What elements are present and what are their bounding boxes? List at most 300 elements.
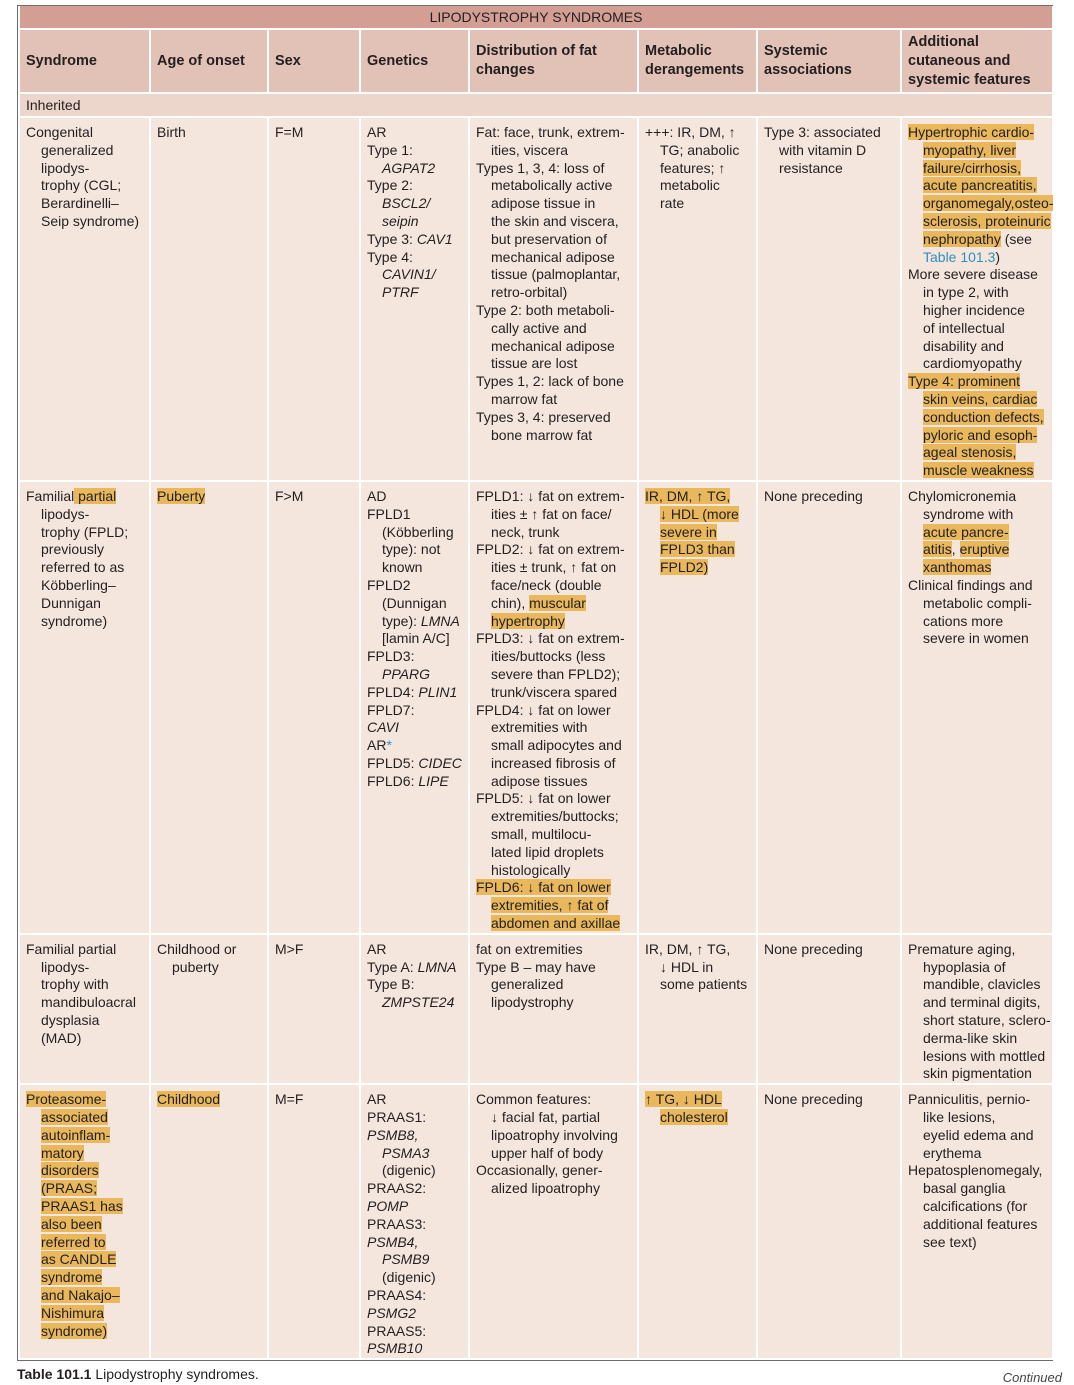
table-row	[19, 117, 1053, 481]
text-line	[157, 488, 261, 506]
text-line: derma-like skin	[923, 1029, 1018, 1046]
text-line: generalized	[491, 976, 564, 993]
text-line	[645, 1109, 750, 1127]
highlighted-text: skin veins, cardiac	[923, 390, 1038, 407]
text-segment: )	[995, 248, 1001, 265]
gene-name: CAVI	[367, 719, 399, 736]
text-segment: FPLD6:	[367, 772, 419, 789]
text-line: Types 1, 3, 4: loss of	[476, 159, 605, 176]
text-segment: FPLD4:	[367, 683, 419, 700]
text-line	[26, 1216, 143, 1234]
text-line: features; ↑	[660, 159, 726, 176]
text-line: FPLD4: ↓ fat on lower	[476, 701, 611, 718]
text-line: extremities/buttocks;	[491, 808, 619, 825]
text-line	[908, 231, 1046, 249]
text-line: metabolically active	[491, 177, 613, 194]
text-line	[476, 897, 631, 915]
text-line	[908, 462, 1046, 480]
text-line: M=F	[275, 1091, 304, 1108]
highlighted-text: also been	[41, 1215, 102, 1232]
text-line: mechanical adipose	[491, 248, 615, 265]
table-row	[19, 481, 1053, 934]
text-line	[367, 266, 462, 284]
text-line: Clinical findings and	[908, 576, 1033, 593]
column-header-additional-features: Additional cutaneous and systemic features	[901, 29, 1053, 93]
text-line: F=M	[275, 124, 304, 140]
text-line	[26, 1198, 143, 1216]
text-line	[908, 195, 1054, 213]
text-line	[367, 1145, 462, 1163]
text-line: additional features	[923, 1215, 1038, 1232]
text-line	[645, 524, 750, 542]
text-line: (digenic)	[382, 1162, 436, 1179]
text-line	[26, 1145, 143, 1163]
lipodystrophy-table	[17, 5, 1053, 1361]
highlighted-text: nephropathy	[923, 230, 1001, 247]
text-line	[367, 1305, 462, 1323]
text-line: PRAAS3:	[367, 1215, 427, 1232]
text-line: lesions with mottled	[923, 1047, 1046, 1064]
gene-name: PSMG2	[367, 1304, 417, 1321]
cell-systemic	[757, 481, 901, 934]
cell-additional-features	[901, 1084, 1053, 1359]
text-line: small, multilocu-	[491, 826, 592, 843]
text-line: AR	[367, 124, 387, 140]
text-segment: type):	[382, 612, 421, 629]
text-line	[908, 249, 1046, 267]
text-line	[367, 684, 462, 702]
gene-name: LIPE	[418, 772, 449, 789]
text-line: AD	[367, 487, 387, 504]
text-line: lipodys-	[41, 505, 90, 522]
column-header-syndrome: Syndrome	[19, 29, 150, 93]
text-line	[367, 284, 462, 302]
column-header-age-of-onset: Age of onset	[150, 29, 268, 93]
text-line: Familial partial	[26, 940, 117, 957]
gene-name: BSCL2/	[382, 195, 431, 212]
cell-age-of-onset	[150, 481, 268, 934]
text-line	[645, 506, 750, 524]
text-line	[26, 1127, 143, 1145]
text-line: AR	[367, 1091, 387, 1108]
highlighted-text: Type 4: prominent	[908, 373, 1021, 390]
text-line: syndrome with	[923, 505, 1014, 522]
cell-metabolic	[638, 934, 757, 1084]
cell-age-of-onset	[150, 117, 268, 481]
text-line: of intellectual	[923, 319, 1005, 336]
text-line: extremities with	[491, 719, 588, 736]
highlighted-text: disorders	[41, 1162, 99, 1179]
text-line: More severe disease	[908, 266, 1038, 283]
table-row	[19, 934, 1053, 1084]
text-line: Occasionally, gener-	[476, 1162, 603, 1179]
text-line: face/neck (double	[491, 576, 602, 593]
text-line: Type B:	[367, 976, 415, 993]
text-line: higher incidence	[923, 301, 1025, 318]
text-segment: Type 3:	[367, 230, 417, 247]
gene-name: CAV1	[416, 230, 453, 247]
highlighted-text: ↑ TG, ↓ HDL	[645, 1091, 722, 1108]
text-line: ↓ HDL in	[660, 958, 714, 975]
text-line: previously	[41, 541, 105, 558]
highlighted-text: abdomen and axillae	[491, 915, 621, 932]
column-header-distribution: Distribution of fat changes	[469, 29, 638, 93]
cell-metabolic	[638, 1084, 757, 1359]
text-line: ities ± trunk, ↑ fat on	[491, 559, 617, 576]
highlighted-text: Puberty	[157, 487, 206, 504]
text-line	[367, 719, 462, 737]
column-header-genetics: Genetics	[360, 29, 469, 93]
highlighted-text: matory	[41, 1144, 84, 1161]
text-line: None preceding	[764, 487, 863, 504]
text-line: basal ganglia	[923, 1180, 1006, 1197]
text-line	[367, 755, 462, 773]
highlighted-text: FPLD2)	[660, 559, 709, 576]
text-line: the skin and viscera,	[491, 212, 619, 229]
text-line	[908, 391, 1046, 409]
highlighted-text: eruptive	[959, 541, 1010, 558]
text-line: severe in women	[923, 630, 1029, 647]
text-line: resistance	[779, 159, 843, 176]
text-line: Type 4:	[367, 248, 413, 265]
text-line	[367, 994, 462, 1012]
text-line: M>F	[275, 940, 304, 957]
text-line	[908, 541, 1046, 559]
text-line: PRAAS2:	[367, 1180, 427, 1197]
cell-metabolic	[638, 117, 757, 481]
text-line	[367, 213, 462, 231]
cell-sex	[268, 934, 360, 1084]
text-line: FPLD3:	[367, 648, 415, 665]
highlighted-text: FPLD6: ↓ fat on lower	[476, 879, 611, 896]
text-line	[367, 666, 462, 684]
cell-systemic	[757, 1084, 901, 1359]
reference-link[interactable]: *	[386, 737, 392, 754]
highlighted-text: associated	[41, 1109, 108, 1126]
highlighted-text: cholesterol	[660, 1109, 728, 1126]
table-row	[19, 1084, 1053, 1359]
text-line: and terminal digits,	[923, 994, 1041, 1011]
text-line: in type 2, with	[923, 284, 1009, 301]
highlighted-text: xanthomas	[923, 559, 992, 576]
text-line: cally active and	[491, 319, 587, 336]
text-line: FPLD5: ↓ fat on lower	[476, 790, 611, 807]
highlighted-text: Proteasome-	[26, 1091, 107, 1108]
text-line: FPLD1: ↓ fat on extrem-	[476, 487, 625, 504]
column-header-systemic: Systemic associations	[757, 29, 901, 93]
text-line: Premature aging,	[908, 940, 1016, 957]
reference-link[interactable]: Table 101.3	[923, 248, 996, 265]
text-line: Hepatosplenomegaly,	[908, 1162, 1043, 1179]
text-line	[26, 1091, 143, 1109]
text-line: Type 2: both metaboli-	[476, 301, 615, 318]
text-line: referred to as	[41, 559, 125, 576]
text-line: puberty	[172, 958, 219, 975]
cell-genetics	[360, 481, 469, 934]
gene-name: AGPAT2	[382, 159, 436, 176]
section-heading-inherited: Inherited	[19, 93, 1053, 117]
text-line	[26, 1234, 143, 1252]
text-line: but preservation of	[491, 230, 607, 247]
text-line: AR	[367, 940, 387, 957]
text-line	[26, 488, 143, 506]
text-line: Type 2:	[367, 177, 413, 194]
highlighted-text: PRAAS1 has	[41, 1198, 123, 1215]
text-line	[908, 373, 1046, 391]
cell-distribution	[469, 934, 638, 1084]
text-line: generalized	[41, 141, 114, 158]
text-line	[367, 231, 462, 249]
text-line: mandible, clavicles	[923, 976, 1041, 993]
highlighted-text: atitis	[923, 541, 952, 558]
text-line: +++: IR, DM, ↑	[645, 124, 736, 140]
column-header-metabolic: Metabolic derangements	[638, 29, 757, 93]
text-line	[476, 915, 631, 933]
text-line	[645, 488, 750, 506]
text-line: hypoplasia of	[923, 958, 1006, 975]
text-line: mandibuloacral	[41, 994, 136, 1011]
highlighted-text: syndrome	[41, 1269, 103, 1286]
text-line: FPLD7:	[367, 701, 415, 718]
gene-name: POMP	[367, 1198, 409, 1215]
gene-name: PSMB4,	[367, 1233, 419, 1250]
text-line: (Dunnigan	[382, 594, 447, 611]
cell-additional-features	[901, 481, 1053, 934]
text-line: small adipocytes and	[491, 737, 622, 754]
text-line	[476, 879, 631, 897]
text-line: rate	[660, 195, 685, 212]
text-line: None preceding	[764, 940, 863, 957]
highlighted-text: and Nakajo–	[41, 1287, 120, 1303]
text-line: Childhood or	[157, 940, 237, 957]
highlighted-text: severe in	[660, 523, 717, 540]
text-line: dysplasia	[41, 1012, 100, 1029]
text-line: Dunnigan	[41, 594, 101, 611]
text-line: trunk/viscera spared	[491, 683, 618, 700]
cell-distribution	[469, 481, 638, 934]
text-line	[908, 142, 1046, 160]
highlighted-text: acute pancre-	[923, 523, 1009, 540]
text-line: PRAAS5:	[367, 1322, 427, 1339]
highlighted-text: autoinflam-	[41, 1126, 111, 1143]
highlighted-text: failure/cirrhosis,	[923, 159, 1022, 176]
text-line	[908, 160, 1046, 178]
text-segment: (see	[1000, 230, 1032, 247]
text-line: metabolic	[660, 177, 720, 194]
text-line: trophy with	[41, 976, 109, 993]
text-line: Seip syndrome)	[41, 212, 140, 229]
text-line: calcifications (for	[923, 1198, 1028, 1215]
text-line: tissue are lost	[491, 355, 578, 372]
text-line: (digenic)	[382, 1269, 436, 1286]
continued-label: Continued	[1002, 1370, 1062, 1385]
text-line: with vitamin D	[779, 141, 867, 158]
text-line: ↓ facial fat, partial	[491, 1109, 600, 1126]
text-segment: FPLD5:	[367, 754, 419, 771]
text-line: lipodys-	[41, 958, 90, 975]
highlighted-text: ageal stenosis,	[923, 444, 1017, 461]
text-line: metabolic compli-	[923, 594, 1032, 611]
text-line	[645, 541, 750, 559]
text-line: upper half of body	[491, 1144, 604, 1161]
text-line	[367, 1340, 462, 1358]
text-line: lated lipid droplets	[491, 843, 604, 860]
text-line: None preceding	[764, 1091, 863, 1108]
cell-genetics	[360, 117, 469, 481]
text-line: Congenital	[26, 124, 93, 140]
column-header-sex: Sex	[268, 29, 360, 93]
cell-distribution	[469, 117, 638, 481]
text-line: FPLD2	[367, 576, 411, 593]
text-line: eyelid edema and	[923, 1126, 1034, 1143]
text-line: (Köbberling	[382, 523, 454, 540]
cell-sex	[268, 117, 360, 481]
text-line	[645, 559, 750, 577]
text-line: known	[382, 559, 423, 576]
highlighted-text: syndrome)	[41, 1322, 108, 1339]
text-line: fat on extremities	[476, 940, 583, 957]
gene-name: ZMPSTE24	[382, 994, 455, 1011]
gene-name: PLIN1	[418, 683, 458, 700]
text-line	[26, 1109, 143, 1127]
gene-name: LMNA	[417, 958, 457, 975]
text-line: (MAD)	[41, 1029, 82, 1046]
text-line: some patients	[660, 976, 748, 993]
highlighted-text: Hypertrophic cardio-	[908, 124, 1035, 140]
text-line: adipose tissue in	[491, 195, 596, 212]
text-line: Common features:	[476, 1091, 592, 1108]
cell-genetics	[360, 1084, 469, 1359]
text-line: retro-orbital)	[491, 284, 568, 301]
cell-additional-features	[901, 934, 1053, 1084]
text-line: like lesions,	[923, 1109, 996, 1126]
text-line: syndrome)	[41, 612, 108, 629]
gene-name: PSMA3	[382, 1144, 430, 1161]
caption-label: Table 101.1	[17, 1366, 92, 1382]
text-line	[26, 1323, 143, 1341]
highlighted-text: FPLD3 than	[660, 541, 735, 558]
text-line	[908, 212, 1051, 231]
text-line	[26, 1251, 143, 1269]
text-line: neck, trunk	[491, 523, 560, 540]
text-line: lipodystrophy	[491, 994, 574, 1011]
cell-systemic	[757, 117, 901, 481]
text-line	[367, 1127, 462, 1145]
text-line	[367, 160, 462, 178]
text-line: Type 3: associated	[764, 124, 881, 140]
highlighted-text: Nishimura	[41, 1304, 105, 1321]
text-line: Fat: face, trunk, extrem-	[476, 124, 625, 140]
highlighted-text: muscle weakness	[923, 462, 1034, 479]
text-line	[157, 1091, 261, 1109]
text-line: Berardinelli–	[41, 195, 119, 212]
gene-name: PSMB10	[367, 1340, 423, 1357]
highlighted-text: muscular	[529, 594, 586, 611]
highlighted-text: acute pancreatitis,	[923, 177, 1037, 194]
text-line	[476, 595, 631, 613]
gene-name: CAVIN1/	[382, 266, 436, 283]
text-line	[908, 524, 1046, 542]
text-segment: Familial	[26, 487, 75, 504]
text-line: FPLD3: ↓ fat on extrem-	[476, 630, 625, 647]
text-line: IR, DM, ↑ TG,	[645, 940, 731, 957]
text-line: Type 1:	[367, 141, 413, 158]
text-line	[26, 1305, 143, 1323]
table-title: LIPODYSTROPHY SYNDROMES	[19, 6, 1053, 29]
highlighted-text: ↓ HDL (more	[660, 505, 739, 522]
text-line	[908, 427, 1046, 445]
cell-syndrome	[19, 1084, 150, 1359]
text-line: TG; anabolic	[660, 141, 740, 158]
highlighted-text: Childhood	[157, 1091, 221, 1108]
text-line	[367, 773, 462, 791]
text-line: marrow fat	[491, 390, 558, 407]
text-line: erythema	[923, 1144, 982, 1161]
gene-name: PSMB9	[382, 1251, 430, 1268]
gene-name: PPARG	[382, 665, 430, 682]
text-segment: Type A:	[367, 958, 418, 975]
cell-metabolic	[638, 481, 757, 934]
cell-age-of-onset	[150, 934, 268, 1084]
text-line: disability and	[923, 337, 1004, 354]
text-line: tissue (palmoplantar,	[491, 266, 621, 283]
text-line	[908, 444, 1046, 462]
cell-sex	[268, 481, 360, 934]
text-line: increased fibrosis of	[491, 754, 616, 771]
highlighted-text: sclerosis, proteinuric	[923, 212, 1051, 229]
text-line: Types 3, 4: preserved	[476, 408, 611, 425]
highlighted-text: pyloric and esoph-	[923, 426, 1038, 443]
text-line	[908, 409, 1046, 427]
cell-syndrome	[19, 117, 150, 481]
gene-name: CIDEC	[418, 754, 462, 771]
highlighted-text: referred to	[41, 1233, 106, 1250]
text-line: cations more	[923, 612, 1004, 629]
text-line: ities/buttocks (less	[491, 648, 606, 665]
text-line: FPLD1	[367, 505, 411, 522]
text-line: PRAAS1:	[367, 1109, 427, 1126]
text-line: histologically	[491, 861, 571, 878]
cell-systemic	[757, 934, 901, 1084]
text-line: severe than FPLD2);	[491, 665, 621, 682]
gene-name: seipin	[382, 212, 419, 229]
text-line	[908, 559, 1046, 577]
text-line	[26, 1162, 143, 1180]
text-line	[367, 1234, 462, 1252]
text-line	[645, 1091, 750, 1109]
text-line	[26, 1180, 143, 1198]
cell-distribution	[469, 1084, 638, 1359]
text-line	[908, 177, 1046, 195]
text-line: lipodys-	[41, 159, 90, 176]
text-line: short stature, sclero-	[923, 1012, 1051, 1029]
cell-sex	[268, 1084, 360, 1359]
highlighted-text: (PRAAS;	[41, 1180, 98, 1197]
highlighted-text: organomegaly,osteo-	[923, 195, 1054, 212]
text-line: bone marrow fat	[491, 426, 593, 443]
highlighted-text: as CANDLE	[41, 1251, 117, 1268]
text-line	[367, 613, 462, 631]
text-line: Birth	[157, 124, 186, 140]
text-line: trophy (CGL;	[41, 177, 122, 194]
text-line	[367, 959, 462, 977]
text-line	[367, 737, 462, 755]
highlighted-text: extremities, ↑ fat of	[491, 897, 609, 914]
text-line	[26, 1269, 143, 1287]
cell-syndrome	[19, 934, 150, 1084]
highlighted-text: conduction defects,	[923, 408, 1044, 425]
caption-text: Lipodystrophy syndromes.	[91, 1366, 259, 1382]
